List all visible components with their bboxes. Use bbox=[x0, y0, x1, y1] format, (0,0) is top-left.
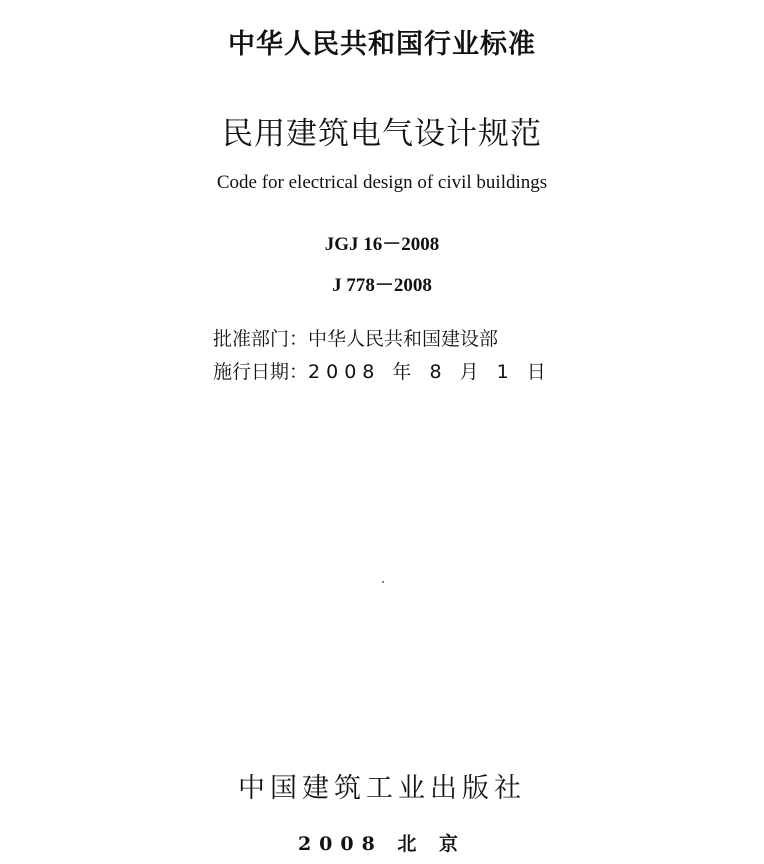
document-title-english: Code for electrical design of civil buildings bbox=[216, 172, 548, 193]
effective-date bbox=[213, 357, 552, 384]
effective-date-value: 2008 年 8 月 1 日 bbox=[308, 361, 552, 383]
document-title-chinese: 民用建筑电气设计规范 bbox=[222, 116, 542, 152]
effective-date-label: 施行日期： bbox=[213, 361, 309, 383]
publisher-name: 中国建筑工业出版社 bbox=[238, 773, 526, 804]
publication-year-city: 2008 北 京 bbox=[297, 833, 467, 855]
approval-department bbox=[213, 324, 498, 351]
standard-category: 中华人民共和国行业标准 bbox=[228, 29, 536, 60]
approval-department-value: 中华人民共和国建设部 bbox=[308, 328, 499, 350]
scan-speck bbox=[382, 581, 384, 583]
approval-department-label: 批准部门： bbox=[213, 328, 309, 350]
record-code: J 778－2008 bbox=[332, 275, 432, 296]
standard-code: JGJ 16－2008 bbox=[324, 234, 440, 255]
